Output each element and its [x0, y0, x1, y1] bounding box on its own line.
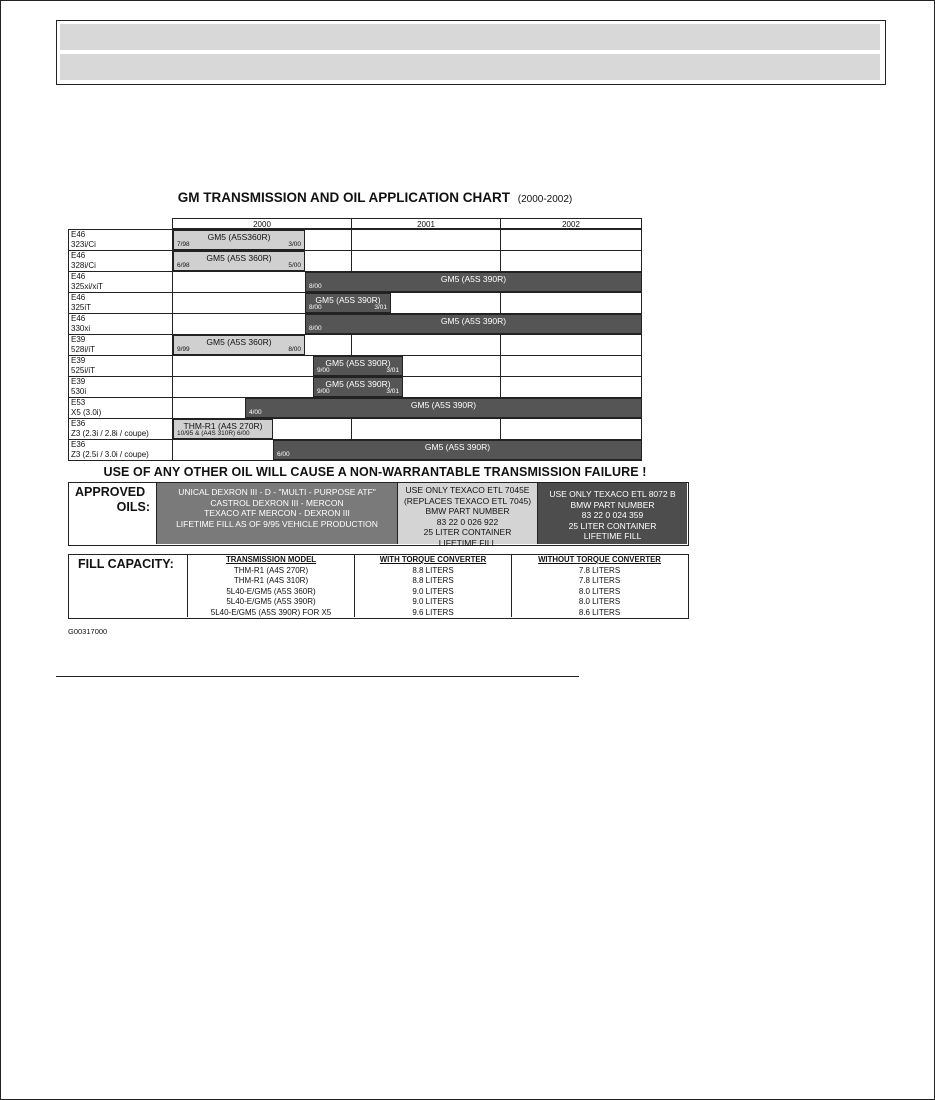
fill-without-list — [512, 566, 687, 619]
text-line: 5L40-E/GM5 (A5S 390R) — [226, 597, 316, 606]
oil-cell-dexron — [156, 483, 397, 544]
model-variant: 325xi/xiT — [71, 281, 104, 291]
chart-title-text: GM TRANSMISSION AND OIL APPLICATION CHART — [177, 190, 510, 205]
text-line: 5L40-E/GM5 (A5S 390R) FOR X5 — [210, 607, 332, 617]
model-variant: 525i/iT — [71, 365, 96, 375]
model-cell — [68, 355, 172, 376]
model-variant: 528i/iT — [71, 344, 96, 354]
text-line: THM-R1 (A4S 270R) — [233, 565, 309, 575]
year-cell — [501, 334, 642, 355]
approved-oils-label-line2: OILS: — [116, 500, 150, 514]
chart-row — [172, 355, 642, 376]
grid-bottom-rule — [68, 460, 642, 461]
model-variant: Z3 (2.5i / 3.0i / coupe) — [71, 449, 149, 459]
footer-rule — [56, 676, 579, 677]
chart-row — [172, 334, 642, 355]
transmission-name: GM5 (A5S 390R) — [440, 316, 507, 326]
figure-id: G00317000 — [68, 627, 108, 636]
transmission-name: GM5 (A5S 390R) — [325, 358, 391, 368]
text-line: LIFETIME FILL — [583, 531, 642, 541]
transmission-bar — [305, 293, 391, 313]
text-line: BMW PART NUMBER — [570, 499, 655, 510]
text-line: 9.0 LITERS — [412, 597, 454, 606]
text-line: 9.0 LITERS — [412, 586, 454, 596]
transmission-bar — [245, 398, 642, 418]
transmission-bar — [173, 335, 305, 355]
year-header-2001: 2001 — [352, 218, 501, 229]
fill-col-with-header: WITH TORQUE CONVERTER — [379, 555, 487, 564]
production-end-date: 3/00 — [288, 241, 301, 248]
transmission-name: GM5 (A5S 360R) — [206, 253, 272, 263]
production-start-date: 9/00 — [317, 388, 330, 395]
fill-col-with-converter — [354, 555, 511, 617]
document-header — [56, 20, 886, 85]
transmission-bar — [313, 377, 403, 397]
production-start-date: 8/00 — [309, 304, 322, 311]
model-chassis: E46 — [71, 293, 86, 302]
chart-row — [172, 271, 642, 292]
transmission-name: GM5 (A5S 390R) — [315, 295, 381, 305]
transmission-name: GM5 (A5S 390R) — [424, 442, 491, 452]
approved-oils-label — [69, 483, 156, 544]
production-start-date: 9/00 — [317, 367, 330, 374]
transmission-name: GM5 (A5S360R) — [207, 232, 271, 242]
text-line: USE ONLY TEXACO ETL 7045E — [405, 485, 530, 495]
year-cell — [501, 250, 642, 271]
fill-col-without-header: WITHOUT TORQUE CONVERTER — [538, 555, 661, 564]
text-line: 8.0 LITERS — [578, 586, 621, 596]
transmission-bar — [173, 419, 273, 439]
model-cell — [68, 334, 172, 355]
model-cell — [68, 397, 172, 418]
year-cell — [352, 250, 501, 271]
model-chassis: E39 — [71, 377, 86, 386]
year-cell — [501, 229, 642, 250]
text-line: 83 22 0 026 922 — [436, 516, 499, 527]
transmission-name: GM5 (A5S 390R) — [325, 379, 391, 389]
model-cell — [68, 439, 172, 460]
text-line: USE ONLY TEXACO ETL 8072 B — [549, 489, 676, 499]
chart-row — [172, 376, 642, 397]
model-variant: 325iT — [71, 302, 92, 312]
model-chassis: E46 — [71, 230, 86, 239]
model-cell — [68, 271, 172, 292]
text-line: CASTROL DEXRON III - MERCON — [210, 497, 344, 508]
model-cell — [68, 292, 172, 313]
fill-with-list — [355, 566, 511, 619]
text-line: TEXACO ATF MERCON - DEXRON III — [204, 508, 350, 518]
text-line: BMW PART NUMBER — [425, 506, 510, 516]
model-variant: 323i/Ci — [71, 239, 96, 249]
production-start-date: 6/98 — [177, 262, 190, 269]
chart-row — [172, 292, 642, 313]
chart-year-range: (2000-2002) — [517, 194, 573, 205]
model-chassis: E46 — [71, 272, 86, 281]
fill-capacity-label: FILL CAPACITY: — [78, 557, 174, 571]
model-cell — [68, 313, 172, 334]
chart-row — [172, 313, 642, 334]
model-chassis: E39 — [71, 356, 86, 365]
model-cell — [68, 418, 172, 439]
text-line: LIFETIME FILL — [438, 537, 497, 548]
chart-row — [172, 397, 642, 418]
model-variant: 330xi — [71, 323, 91, 333]
transmission-bar — [313, 356, 403, 376]
warning-text: USE OF ANY OTHER OIL WILL CAUSE A NON-WARRANTABLE TRANSMISSION FAILURE ! — [103, 465, 647, 479]
year-cell — [352, 229, 501, 250]
model-variant: 328i/Ci — [71, 260, 96, 270]
production-end-date: 3/01 — [374, 304, 387, 311]
production-start-date: 9/99 — [177, 346, 190, 353]
production-start-date: 10/95 & (A4S 310R) 6/00 — [177, 430, 250, 437]
oil-cell-texaco-7045e — [397, 483, 537, 548]
text-line: LIFETIME FILL AS OF 9/95 VEHICLE PRODUCTION — [176, 518, 378, 529]
year-cell — [352, 418, 501, 439]
text-line: UNICAL DEXRON III - D - "MULTI - PURPOSE ATF" — [178, 487, 376, 497]
transmission-name: THM-R1 (A4S 270R) — [183, 421, 263, 431]
text-line: 25 LITER CONTAINER — [423, 527, 512, 537]
text-line: 8.8 LITERS — [412, 565, 454, 575]
text-line: 8.0 LITERS — [578, 597, 621, 606]
transmission-name: GM5 (A5S 390R) — [440, 274, 507, 284]
model-chassis: E36 — [71, 419, 86, 428]
text-line: 8.6 LITERS — [578, 607, 621, 617]
model-cell — [68, 250, 172, 271]
transmission-name: GM5 (A5S 390R) — [410, 400, 477, 410]
production-start-date: 4/00 — [249, 409, 262, 416]
production-end-date: 8/00 — [288, 346, 301, 353]
year-cell — [501, 418, 642, 439]
production-end-date: 3/01 — [386, 388, 399, 395]
model-cell — [68, 376, 172, 397]
fill-capacity-table — [68, 554, 689, 619]
chart-row — [172, 229, 642, 250]
production-end-date: 5/00 — [288, 262, 301, 269]
production-start-date: 6/00 — [277, 451, 290, 458]
approved-oils-label-line1: APPROVED — [75, 485, 146, 499]
text-line: 83 22 0 024 359 — [581, 510, 644, 520]
text-line: 25 LITER CONTAINER — [568, 520, 657, 531]
year-cell — [501, 292, 642, 313]
model-variant: Z3 (2.3i / 2.8i / coupe) — [71, 428, 149, 438]
year-cell — [352, 334, 501, 355]
chart-row — [172, 418, 642, 439]
transmission-bar — [273, 440, 642, 460]
text-line: 9.6 LITERS — [412, 607, 454, 617]
production-start-date: 8/00 — [309, 325, 322, 332]
transmission-name: GM5 (A5S 360R) — [206, 337, 272, 347]
model-cell — [68, 229, 172, 250]
chart-row — [172, 250, 642, 271]
chart-row — [172, 439, 642, 460]
production-start-date: 8/00 — [309, 283, 322, 290]
year-header-2002: 2002 — [501, 218, 642, 229]
text-line: 7.8 LITERS — [578, 565, 621, 575]
production-start-date: 7/98 — [177, 241, 190, 248]
model-chassis: E53 — [71, 398, 86, 407]
model-chassis: E46 — [71, 251, 86, 260]
text-line: 7.8 LITERS — [578, 576, 621, 585]
transmission-bar — [305, 314, 642, 334]
text-line: (REPLACES TEXACO ETL 7045) — [403, 495, 532, 506]
header-bar-bottom — [60, 54, 880, 80]
transmission-bar — [305, 272, 642, 292]
text-line: THM-R1 (A4S 310R) — [233, 576, 309, 585]
transmission-bar — [173, 251, 305, 271]
model-chassis: E36 — [71, 440, 86, 449]
oil-cell-texaco-8072b — [537, 483, 687, 544]
header-bar-top — [60, 24, 880, 50]
text-line: 8.8 LITERS — [412, 576, 454, 585]
fill-col-model-header: TRANSMISSION MODEL — [225, 555, 317, 564]
year-cell — [501, 355, 642, 376]
model-variant: X5 (3.0i) — [71, 407, 102, 417]
model-chassis: E39 — [71, 335, 86, 344]
application-chart-grid — [68, 218, 642, 461]
chart-title — [60, 190, 690, 205]
model-chassis: E46 — [71, 314, 86, 323]
fill-col-transmission-model — [187, 555, 354, 617]
fill-col-without-converter — [511, 555, 687, 617]
year-header-2000: 2000 — [172, 218, 352, 229]
production-end-date: 3/01 — [386, 367, 399, 374]
year-cell — [501, 376, 642, 397]
approved-oils-table — [68, 482, 689, 546]
text-line: 5L40-E/GM5 (A5S 360R) — [226, 586, 316, 596]
model-variant: 530i — [71, 386, 87, 396]
fill-model-list — [188, 566, 354, 619]
transmission-bar — [173, 230, 305, 250]
